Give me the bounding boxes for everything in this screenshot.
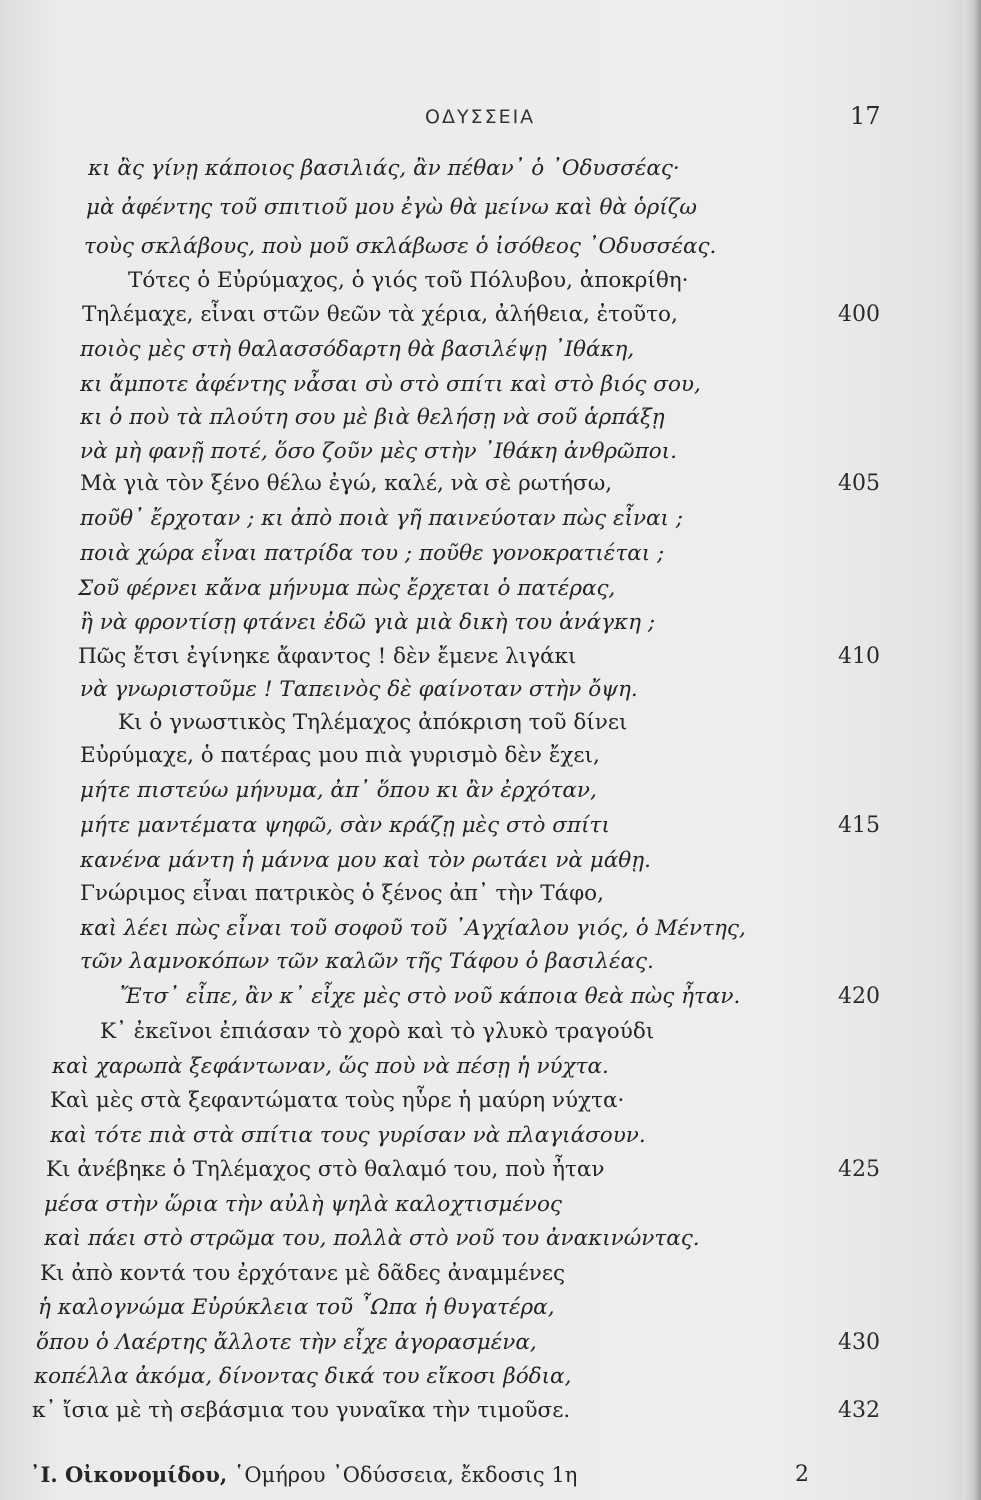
signature-mark: 2 [795, 1462, 809, 1487]
verse-line [0, 1117, 981, 1155]
verse-text: Κι ἀνέβηκε ὁ Τηλέμαχος στὸ θαλαμό του, ποὺ ἦταν [46, 1157, 605, 1182]
verse-text: ποῦθ᾽ ἔρχοταν ; κι ἀπὸ ποιὰ γῆ παινεύοταν πὼς εἶναι ; [80, 506, 684, 531]
footer-author: ᾽Ι. Οἰκονομίδου, [30, 1462, 228, 1487]
verse-text: Κι ἀπὸ κοντά του ἐρχότανε μὲ δᾶδες ἀναμμένες [40, 1261, 566, 1286]
verse-line [0, 978, 981, 1016]
line-number: 420 [838, 984, 880, 1009]
running-title: ΟΔΥΣΣΕΙΑ [425, 106, 536, 128]
verse-text: Τότες ὁ Εὐρύμαχος, ὁ γιός τοῦ Πόλυβου, ἀποκρίθη· [128, 268, 689, 293]
verse-line [0, 1324, 981, 1362]
verse-text: Κ᾽ ἐκεῖνοι ἐπιάσαν τὸ χορὸ καὶ τὸ γλυκὸ τραγούδι [100, 1019, 655, 1044]
verse-line [0, 737, 981, 775]
verse-text: ἢ νὰ φροντίσῃ φτάνει ἐδῶ γιὰ μιὰ δικὴ του ἀνάγκη ; [80, 610, 656, 635]
verse-text: κι ὁ ποὺ τὰ πλούτη σου μὲ βιὰ θελήσῃ νὰ σοῦ ἁρπάξῃ [80, 405, 665, 430]
verse-line [0, 1186, 981, 1224]
verse-line [0, 807, 981, 845]
line-number: 430 [838, 1330, 880, 1355]
footer-work: ῾Ομήρου ᾽Οδύσσεια, ἔκδοσις 1η [233, 1463, 578, 1487]
verse-line [0, 228, 981, 266]
verse-text: Καὶ μὲς στὰ ξεφαντώματα τοὺς ηὗρε ἡ μαύρη νύχτα· [50, 1088, 625, 1113]
verse-line [0, 189, 981, 227]
verse-text: καὶ λέει πὼς εἶναι τοῦ σοφοῦ τοῦ ᾽Αγχίαλου γιός, ὁ Μέντης, [80, 916, 746, 941]
verse-line [0, 1013, 981, 1051]
line-number: 405 [838, 471, 880, 496]
verse-line [0, 570, 981, 608]
verse-text: Κι ὁ γνωστικὸς Τηλέμαχος ἀπόκριση τοῦ δίνει [118, 710, 628, 735]
verse-text: καὶ τότε πιὰ στὰ σπίτια τους γυρίσαν νὰ πλαγιάσουν. [50, 1123, 646, 1148]
verse-text: Τηλέμαχε, εἶναι στῶν θεῶν τὰ χέρια, ἀλήθεια, ἐτοῦτο, [82, 302, 678, 327]
line-number: 410 [838, 644, 880, 669]
verse-line [0, 943, 981, 981]
verse-text: μήτε μαντέματα ψηφῶ, σὰν κράζῃ μὲς στὸ σπίτι [80, 813, 610, 838]
verse-text: νὰ μὴ φανῇ ποτέ, ὅσο ζοῦν μὲς στὴν ᾽Ιθάκη ἀνθρῶποι. [80, 439, 677, 464]
verse-text: μὰ ἀφέντης τοῦ σπιτιοῦ μου ἐγὼ θὰ μείνω καὶ θὰ ὁρίζω [86, 195, 697, 220]
verse-text: καὶ πάει στὸ στρῶμα του, πολλὰ στὸ νοῦ του ἀνακινώντας. [44, 1226, 700, 1251]
footer-citation [30, 1462, 577, 1487]
verse-line [0, 500, 981, 538]
verse-text: κι ἂς γίνῃ κάποιος βασιλιάς, ἂν πέθαν᾽ ὁ ᾽Οδυσσέας· [88, 156, 680, 181]
verse-line [0, 150, 981, 188]
verse-line [0, 1255, 981, 1293]
verse-text: ποιὸς μὲς στὴ θαλασσόδαρτη θὰ βασιλέψῃ ᾽Ιθάκη, [80, 337, 635, 362]
running-head [0, 102, 981, 132]
verse-text: μήτε πιστεύω μήνυμα, ἀπ᾽ ὅπου κι ἂν ἐρχόταν, [80, 778, 597, 803]
line-number: 425 [838, 1157, 880, 1182]
verse-text: τοὺς σκλάβους, ποὺ μοῦ σκλάβωσε ὁ ἰσόθεος ᾽Οδυσσέας. [84, 234, 717, 259]
verse-text: κανένα μάντη ἡ μάννα μου καὶ τὸν ρωτάει νὰ μάθῃ. [80, 848, 651, 873]
verse-line [0, 1392, 981, 1430]
verse-text: ἡ καλογνώμα Εὐρύκλεια τοῦ ῏Ωπα ἡ θυγατέρα, [38, 1295, 555, 1320]
verse-text: κι ἄμποτε ἀφέντης νἆσαι σὺ στὸ σπίτι καὶ στὸ βιός σου, [80, 372, 701, 397]
verse-line [0, 1151, 981, 1189]
verse-line [0, 296, 981, 334]
verse-text: Ἔτσ᾽ εἶπε, ἂν κ᾽ εἶχε μὲς στὸ νοῦ κάποια θεὰ πὼς ἦταν. [120, 984, 741, 1009]
verse-text: Γνώριμος εἶναι πατρικὸς ὁ ξένος ἀπ᾽ τὴν Τάφο, [80, 881, 604, 906]
verse-text: τῶν λαμνοκόπων τῶν καλῶν τῆς Τάφου ὁ βασιλέας. [80, 949, 654, 974]
verse-line [0, 331, 981, 369]
verse-text: νὰ γνωριστοῦμε ! Ταπεινὸς δὲ φαίνοταν στὴν ὄψη. [80, 677, 638, 702]
verse-text: Σοῦ φέρνει κἄνα μήνυμα πὼς ἔρχεται ὁ πατέρας, [78, 576, 616, 601]
verse-line [0, 465, 981, 503]
page-number: 17 [850, 102, 881, 130]
verse-text: κ᾽ ἴσια μὲ τὴ σεβάσμια του γυναῖκα τὴν τιμοῦσε. [32, 1398, 571, 1423]
verse-line [0, 262, 981, 300]
verse-line [0, 1082, 981, 1120]
verse-line [0, 535, 981, 573]
verse-line [0, 1289, 981, 1327]
verse-text: ποιὰ χώρα εἶναι πατρίδα του ; ποῦθε γονοκρατιέται ; [80, 541, 665, 566]
verse-line [0, 1048, 981, 1086]
verse-line [0, 1220, 981, 1258]
verse-text: Μὰ γιὰ τὸν ξένο θέλω ἐγώ, καλέ, νὰ σὲ ρωτήσω, [80, 471, 613, 496]
verse-line [0, 772, 981, 810]
verse-line [0, 399, 981, 437]
verse-text: καὶ χαρωπὰ ξεφάντωναν, ὥς ποὺ νὰ πέσῃ ἡ νύχτα. [52, 1054, 609, 1079]
verse-text: Εὐρύμαχε, ὁ πατέρας μου πιὰ γυρισμὸ δὲν ἔχει, [80, 743, 600, 768]
line-number: 400 [838, 302, 880, 327]
verse-text: Πῶς ἔτσι ἐγίνηκε ἄφαντος ! δὲν ἔμενε λιγάκι [78, 644, 577, 669]
verse-text: μέσα στὴν ὥρια τὴν αὐλὴ ψηλὰ καλοχτισμένος [44, 1192, 562, 1217]
verse-text: κοπέλλα ἀκόμα, δίνοντας δικά του εἴκοσι βόδια, [34, 1364, 572, 1389]
page-footer [0, 1462, 981, 1496]
line-number: 415 [838, 813, 880, 838]
verse-line [0, 604, 981, 642]
verse-text: ὅπου ὁ Λαέρτης ἄλλοτε τὴν εἶχε ἀγορασμένα, [36, 1330, 537, 1355]
line-number: 432 [838, 1398, 880, 1423]
verse-line [0, 1358, 981, 1396]
verse-line [0, 875, 981, 913]
